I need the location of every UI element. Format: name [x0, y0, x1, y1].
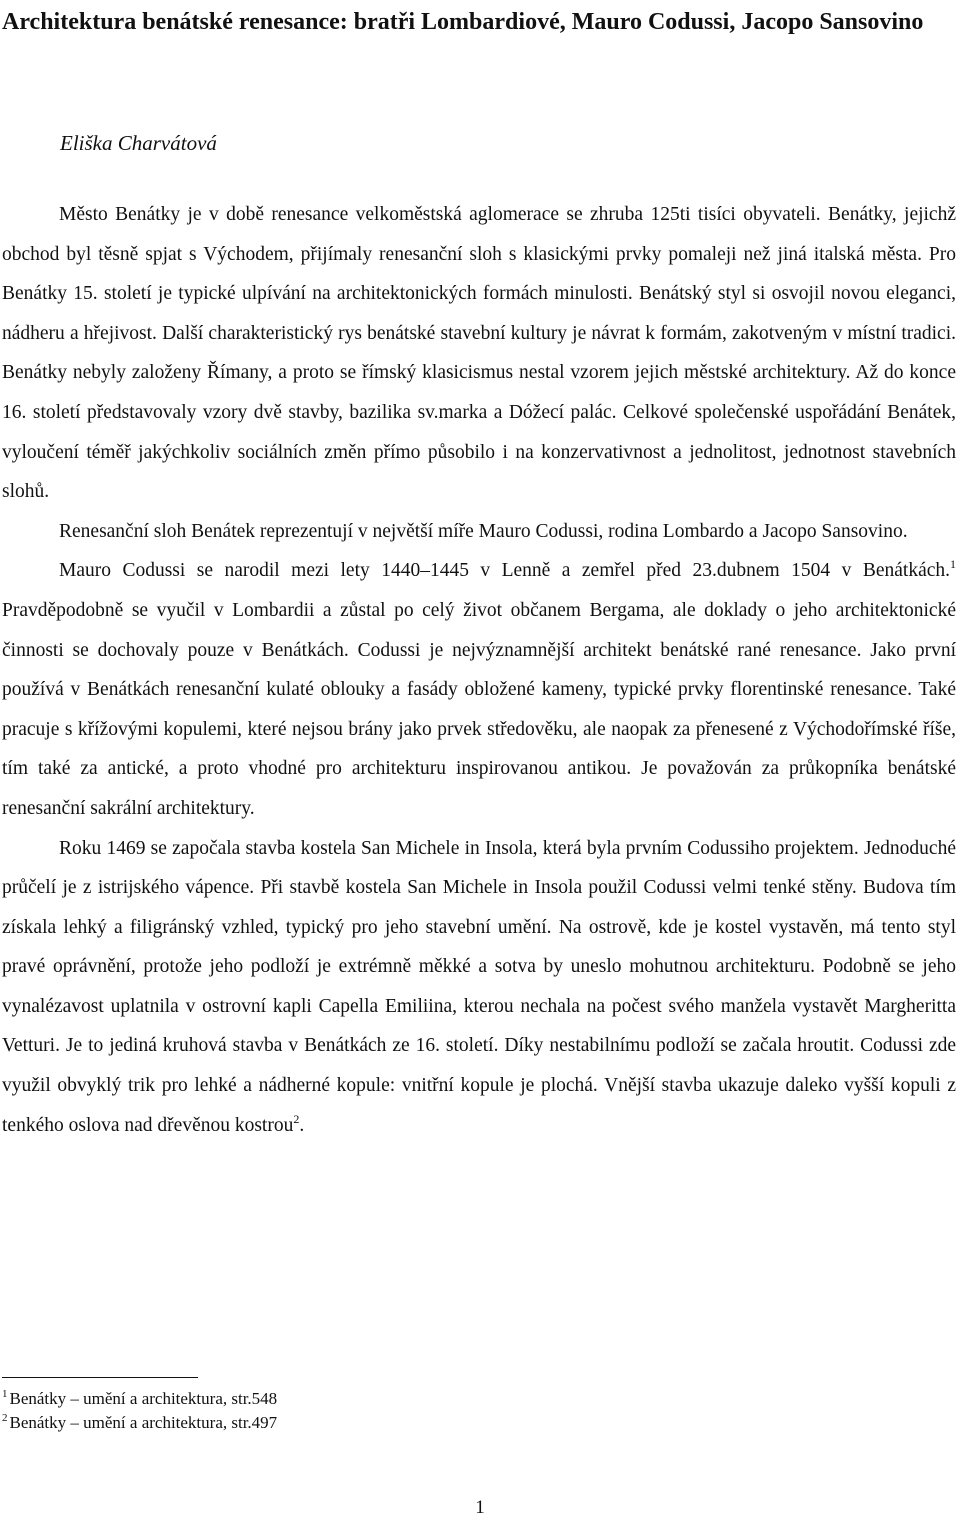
- footnote-marker: 2: [2, 1412, 8, 1424]
- paragraph-text: Pravděpodobně se vyučil v Lombardii a zůstal po celý život občanem Bergama, ale doklady o jeho architektonické činnosti se dochovaly pouze v Benátkách. Codussi je nejvýznamnější architekt benátské rané renesance. Jako první používá v Benátkách renesanční kulaté oblouky a fasády obložené kameny, typické prvky florentinské renesance. Také pracuje s křížovými kopulemi, které nejsou brány jako prvek středověku, ale naopak za přenesené z Východořímské říše, tím také za antické, a proto vhodné pro architekturu inspirovanou antikou. Je považován za průkopníka benátské renesanční sakrální architektury.: [2, 599, 956, 819]
- footnote-text: Benátky – umění a architektura, str.497: [9, 1413, 278, 1432]
- footnote: [2, 1387, 902, 1411]
- footnotes: [2, 1387, 902, 1435]
- footnote-marker: 1: [2, 1388, 8, 1400]
- footnote-reference: 2: [293, 1111, 300, 1126]
- author-name: Eliška Charvátová: [60, 131, 217, 155]
- paragraph-text: Město Benátky je v době renesance velkoměstská aglomerace se zhruba 125ti tisíci obyvateli. Benátky, jejichž obchod byl těsně spjat s Východem, přijímaly renesanční sloh s klasickými prvky pomaleji než jiná italská města. Pro Benátky 15. století je typické ulpívání na architektonických formách minulosti. Benátský styl si osvojil novou eleganci, nádheru a hřejivost. Další charakteristický rys benátské stavební kultury je návrat k formám, zakotveným v místní tradici. Benátky nebyly založeny Římany, a proto se římský klasicismus nestal vzorem jejich městské architektury. Až do konce 16. století představovaly vzory dvě stavby, bazilika sv.marka a Dóžecí palác. Celkové společenské uspořádání Benátek, vyloučení téměř jakýchkoliv sociálních změn přímo působilo i na konzervativnost a jednolitost, jednotnost stavebních slohů.: [2, 204, 956, 503]
- page-number: 1: [475, 1497, 485, 1518]
- document-title: Architektura benátské renesance: bratři Lombardiové, Mauro Codussi, Jacopo Sansovino: [2, 9, 924, 35]
- paragraph: [2, 195, 956, 512]
- paragraph-text: Roku 1469 se započala stavba kostela San Michele in Insola, která byla prvním Codussiho projektem. Jednoduché průčelí je z istrijského vápence. Při stavbě kostela San Michele in Insola použil Codussi velmi tenké stěny. Budova tím získala lehký a filigránský vzhled, typický pro jeho stavební umění. Na ostrově, kde je kostel vystavěn, má tento styl pravé oprávnění, protože jeho podloží je extrémně měkké a sotva by uneslo mohutnou architekturu. Podobně se jeho vynalézavost uplatnila v ostrovní kapli Capella Emiliina, kterou nechala na počest svého manžela vystavět Margheritta Vetturi. Je to jediná kruhová stavba v Benátkách ze 16. století. Díky nestabilnímu podloží se začala hroutit. Codussi zde využil obvyklý trik pro lehké a nádherné kopule: vnitřní kopule je plochá. Vnější stavba ukazuje daleko vyšší kopuli z tenkého oslova nad dřevěnou kostrou: [2, 837, 956, 1136]
- footnote-reference: 1: [950, 557, 956, 572]
- paragraph-text: .: [299, 1114, 305, 1136]
- body-text: [2, 195, 956, 1145]
- paragraph-text: Renesanční sloh Benátek reprezentují v největší míře Mauro Codussi, rodina Lombardo a Jacopo Sansovino.: [59, 520, 908, 542]
- paragraph: [2, 512, 956, 552]
- footnote-separator: [2, 1377, 198, 1378]
- paragraph: [2, 551, 956, 828]
- footnote-text: Benátky – umění a architektura, str.548: [9, 1389, 278, 1408]
- footnote: [2, 1411, 902, 1435]
- paragraph-text: Mauro Codussi se narodil mezi lety 1440–1445 v Lenně a zemřel před 23.dubnem 1504 v Benátkách.: [59, 560, 950, 582]
- paragraph: [2, 829, 956, 1146]
